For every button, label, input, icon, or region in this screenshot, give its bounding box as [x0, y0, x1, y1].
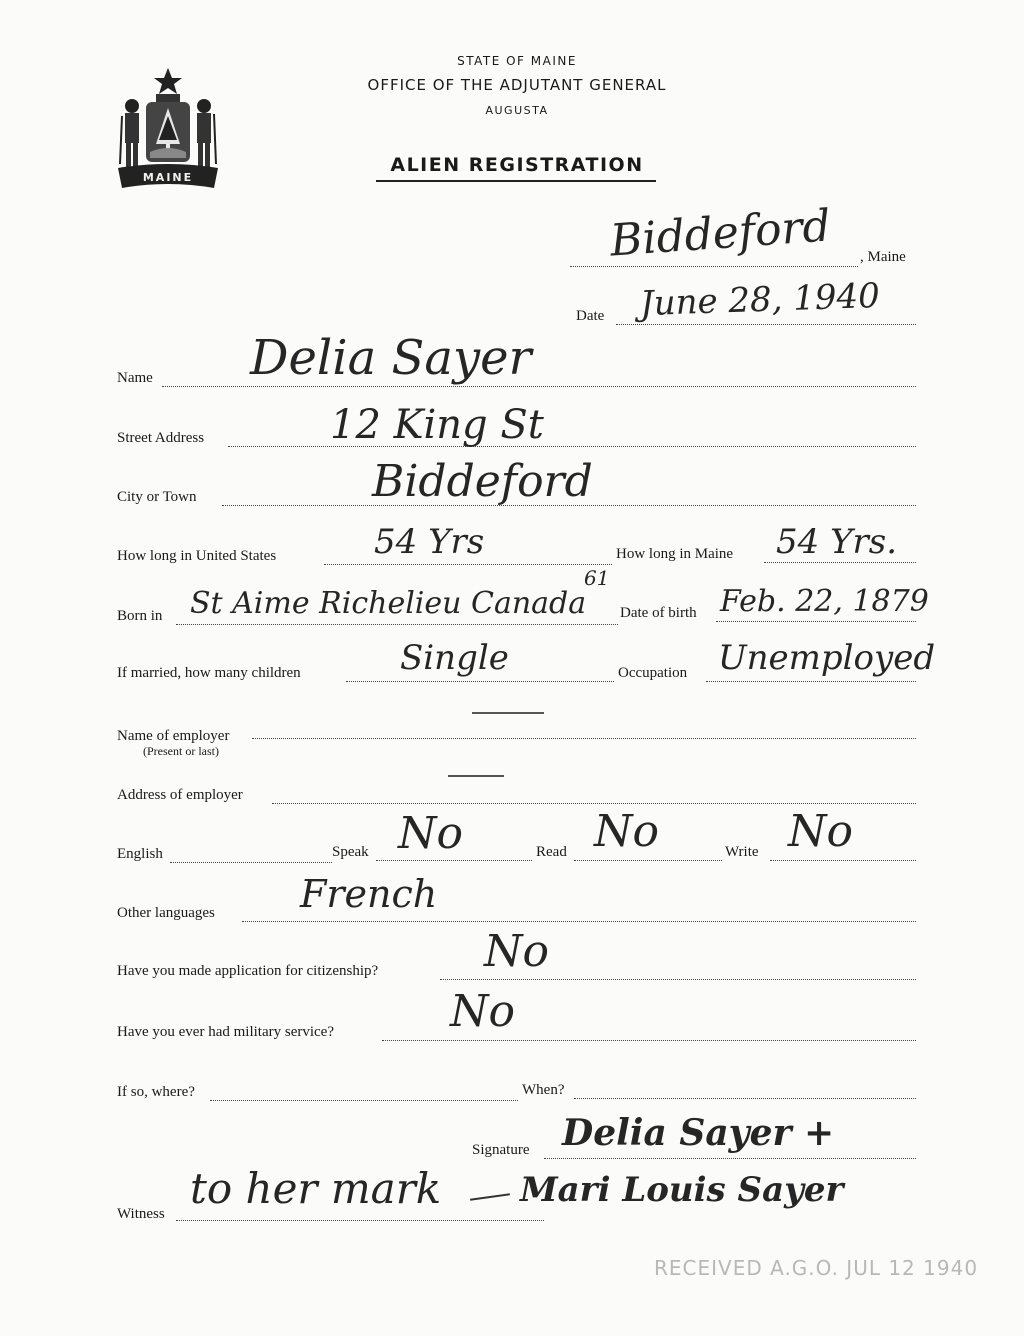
where-label: If so, where?	[117, 1084, 195, 1100]
blank-dash-1	[472, 712, 544, 714]
date-value: June 28, 1940	[639, 275, 881, 325]
employer-label: Name of employer	[117, 728, 230, 744]
children-line	[346, 681, 614, 682]
name-label: Name	[117, 370, 153, 386]
where-line	[210, 1100, 518, 1101]
write-line	[770, 860, 916, 861]
military-label: Have you ever had military service?	[117, 1024, 334, 1040]
witness-label: Witness	[117, 1206, 165, 1222]
how-long-maine-label: How long in Maine	[616, 546, 734, 562]
citizenship-label: Have you made application for citizenship?	[117, 963, 379, 979]
speak-value: No	[398, 808, 463, 859]
read-label: Read	[536, 844, 567, 860]
city-value: Biddeford	[372, 456, 593, 507]
seal-text: MAINE	[142, 171, 194, 184]
english-line	[170, 862, 332, 863]
header-office: OFFICE OF THE ADJUTANT GENERAL	[367, 76, 667, 94]
date-label: Date	[576, 308, 605, 324]
how-long-us-line	[324, 564, 612, 565]
employer-address-label: Address of employer	[117, 787, 243, 803]
children-label: If married, how many children	[117, 665, 301, 681]
witness-value: to her mark	[190, 1164, 442, 1213]
title-underline	[376, 180, 656, 182]
name-value: Delia Sayer	[250, 330, 532, 386]
dob-line	[716, 621, 916, 622]
date-line	[616, 324, 916, 325]
military-value: No	[450, 986, 515, 1037]
maine-seal-icon	[112, 64, 224, 196]
dob-value: Feb. 22, 1879	[720, 584, 929, 619]
how-long-maine-line	[764, 562, 916, 563]
witness-line	[176, 1220, 544, 1221]
speak-line	[376, 860, 532, 861]
speak-label: Speak	[332, 844, 369, 860]
occupation-label: Occupation	[618, 665, 688, 681]
witness-signature: Mari Louis Sayer	[520, 1170, 844, 1210]
street-value: 12 King St	[330, 402, 544, 448]
blank-dash-2	[448, 775, 504, 777]
read-line	[574, 860, 722, 861]
maine-label: , Maine	[860, 249, 906, 265]
occupation-line	[706, 681, 916, 682]
signature-label: Signature	[472, 1142, 530, 1158]
born-in-label: Born in	[117, 608, 163, 624]
how-long-maine-value: 54 Yrs.	[776, 522, 898, 562]
signature-value: Delia Sayer +	[562, 1112, 835, 1154]
header-state: STATE OF MAINE	[457, 54, 577, 68]
place-value: Biddeford	[608, 200, 833, 267]
employer-note: (Present or last)	[143, 744, 219, 758]
name-line	[162, 386, 916, 387]
military-line	[382, 1040, 916, 1041]
how-long-us-value: 54 Yrs	[374, 522, 485, 562]
born-in-value: St Aime Richelieu Canada	[190, 586, 587, 621]
when-label: When?	[522, 1082, 565, 1098]
header-city: AUGUSTA	[485, 104, 549, 117]
other-languages-value: French	[300, 872, 438, 916]
write-value: No	[788, 806, 853, 857]
dob-label: Date of birth	[620, 605, 697, 621]
city-label: City or Town	[117, 489, 197, 505]
english-label: English	[117, 846, 163, 862]
signature-line	[544, 1158, 916, 1159]
born-in-line	[176, 624, 618, 625]
read-value: No	[594, 806, 659, 857]
other-languages-line	[242, 921, 916, 922]
street-label: Street Address	[117, 430, 205, 446]
children-value: Single	[400, 638, 509, 678]
employer-address-line	[272, 803, 916, 804]
witness-dash	[470, 1193, 510, 1201]
received-stamp: RECEIVED A.G.O. JUL 12 1940	[654, 1256, 979, 1280]
age-note: 61	[584, 566, 610, 590]
occupation-value: Unemployed	[718, 638, 936, 678]
citizenship-value: No	[484, 926, 549, 977]
when-line	[574, 1098, 916, 1099]
employer-line	[252, 738, 916, 739]
form-title: ALIEN REGISTRATION	[390, 154, 644, 176]
other-languages-label: Other languages	[117, 905, 215, 921]
how-long-us-label: How long in United States	[117, 548, 277, 564]
citizenship-line	[440, 979, 916, 980]
write-label: Write	[725, 844, 759, 860]
